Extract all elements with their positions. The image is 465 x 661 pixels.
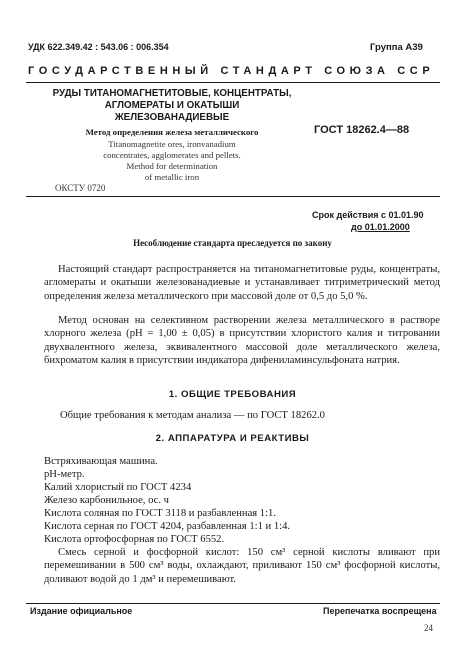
footer-rule: [26, 603, 440, 604]
title-line-2: АГЛОМЕРАТЫ И ОКАТЫШИ: [104, 100, 240, 111]
compliance-notice: Несоблюдение стандарта преследуется по закону: [133, 238, 332, 248]
acid-mixture-paragraph: Смесь серной и фосфорной кислот: 150 см³ серной кислоты вливают при перемешивании в 500 см³ воды, охлаждают, приливают 150 см³ фосфорной кислоты, доливают водой до 1 дм³ и перемешивают.: [44, 547, 440, 585]
title-rule: [26, 196, 440, 197]
page-number: 24: [424, 623, 433, 633]
intro-paragraph-2: Метод основан на селективном растворении железа металлического в растворе хлорного железа (pH = 1,00 ± 0,05) в присутствии хлористого калия и титровании двухвалентного железа, эквивалентного массовой доле металлического железа, бихроматом калия в присутствии индикатора дифениламинсульфоната натрия.: [44, 315, 440, 366]
title-en-4: of metallic iron: [144, 172, 200, 182]
list-item: pH-метр.: [44, 469, 85, 480]
title-en-2: concentrates, agglomerates and pellets.: [103, 150, 241, 160]
validity-to: до 01.01.2000: [351, 222, 410, 232]
official-edition-label: Издание официальное: [30, 606, 133, 616]
validity-from: Срок действия с 01.01.90: [312, 210, 424, 220]
title-en-3: Method for determination: [126, 161, 218, 171]
list-item: Кислота серная по ГОСТ 4204, разбавленная 1:1 и 1:4.: [44, 521, 291, 532]
udk-code: УДК 622.349.42 : 543.06 : 006.354: [28, 42, 169, 52]
list-item: Кислота ортофосфорная по ГОСТ 6552.: [44, 534, 225, 545]
okstu-code: ОКСТУ 0720: [55, 183, 106, 193]
header-rule: [26, 82, 440, 83]
section-1-text: Общие требования к методам анализа — по ГОСТ 18262.0: [60, 410, 325, 421]
list-item: Кислота соляная по ГОСТ 3118 и разбавленная 1:1.: [44, 508, 276, 519]
title-en-1: Titanomagnetite ores, ironvanadium: [108, 139, 236, 149]
list-item: Встряхивающая машина.: [44, 456, 158, 467]
gost-number: ГОСТ 18262.4—88: [314, 124, 410, 136]
section-1-heading: 1. ОБЩИЕ ТРЕБОВАНИЯ: [168, 389, 297, 400]
reprint-prohibited-label: Перепечатка воспрещена: [323, 606, 437, 616]
list-item: Калий хлористый по ГОСТ 4234: [44, 482, 192, 493]
method-title-ru: Метод определения железа металлического: [85, 127, 259, 137]
section-2-heading: 2. АППАРАТУРА И РЕАКТИВЫ: [155, 433, 310, 444]
group-code: Группа А39: [370, 42, 423, 53]
title-line-1: РУДЫ ТИТАНОМАГНЕТИТОВЫЕ, КОНЦЕНТРАТЫ,: [52, 88, 292, 99]
list-item: Железо карбонильное, ос. ч: [44, 495, 169, 506]
state-standard-heading: ГОСУДАРСТВЕННЫЙ СТАНДАРТ СОЮЗА ССР: [28, 65, 435, 77]
intro-paragraph-1: Настоящий стандарт распространяется на титаномагнетитовые руды, концентраты, агломераты и окатыши железованадиевые и устанавливает титриметрический метод определения железа металлического при массовой доле от 0,5 до 5,0 %.: [44, 264, 440, 302]
title-line-3: ЖЕЛЕЗОВАНАДИЕВЫЕ: [114, 112, 230, 123]
